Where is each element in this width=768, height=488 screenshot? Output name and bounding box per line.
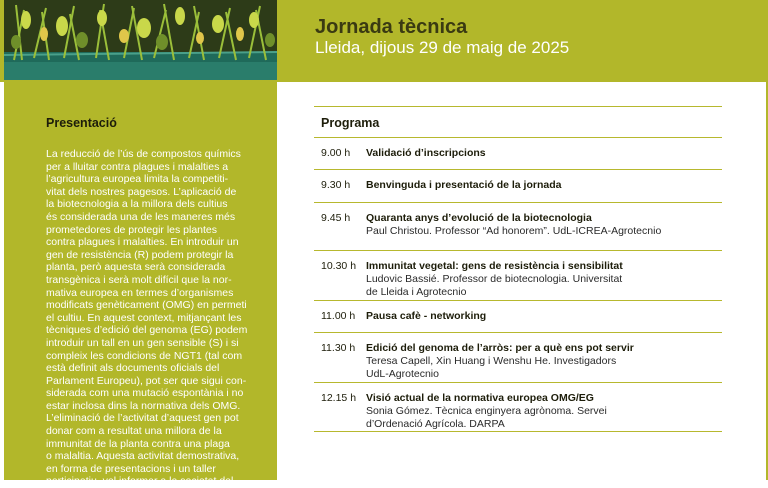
presentation-line: Parlament Europeu), pot ser que sigui con- xyxy=(46,374,247,387)
program-item xyxy=(314,138,722,170)
presentation-line: donar com a resultat una millora de la xyxy=(46,425,222,438)
presentation-line: participatiu, vol informar a la societat del xyxy=(46,475,234,488)
presentation-line: en forma de presentacions i un taller xyxy=(46,462,216,475)
program-item-title: Edició del genoma de l’arròs: per a què ens pot servir xyxy=(366,342,634,354)
presentation-line: la biotecnologia a la millora dels cultius xyxy=(46,198,228,211)
presentation-line: compleix les condicions de NGT1 (tal com xyxy=(46,349,243,362)
title-box xyxy=(279,0,768,82)
program-item xyxy=(314,251,722,301)
presentation-line: vitat dels nostres pagesos. L’aplicació de xyxy=(46,185,237,198)
presentation-line: tècniques d’edició del genoma (EG) podem xyxy=(46,324,248,337)
program-heading: Programa xyxy=(314,106,722,138)
presentation-line: el cultiu. En aquest context, mitjançant les xyxy=(46,311,242,324)
program-item-time: 11.00 h xyxy=(321,310,356,322)
program-item xyxy=(314,383,722,432)
program-item-time: 10.30 h xyxy=(321,260,357,272)
program-item-speakers xyxy=(366,405,607,430)
presentation-line: La reducció de l’ús de compostos químics xyxy=(46,148,241,160)
program-panel xyxy=(279,82,768,480)
program-item-time: 9.00 h xyxy=(321,147,351,159)
program-item xyxy=(314,203,722,251)
presentation-line: introduir un tall en un gen sensible (S) i si xyxy=(46,336,239,349)
program-item-title: Visió actual de la normativa europea OMG/EG xyxy=(366,392,594,404)
program-item xyxy=(314,333,722,383)
presentation-line: gen de resistència (R) podem protegir la xyxy=(46,248,234,261)
presentation-line: modificats genèticament (OMG) en permeti xyxy=(46,299,247,312)
presentation-line: estar inclosa dins la normativa dels OMG. xyxy=(46,399,241,412)
program-item-speakers-line: de Lleida i Agrotecnio xyxy=(366,285,467,298)
program-item-speakers-line: UdL-Agrotecnio xyxy=(366,367,439,380)
program-item xyxy=(314,170,722,203)
presentation-text xyxy=(46,148,254,488)
program-item xyxy=(314,301,722,333)
event-date-location: Lleida, dijous 29 de maig de 2025 xyxy=(315,38,570,57)
program-item-speakers xyxy=(366,355,616,380)
program-item-speakers xyxy=(366,273,622,298)
presentation-line: o malaltia. Aquesta activitat demostrativa, xyxy=(46,450,240,463)
program-item-time: 9.45 h xyxy=(321,212,351,224)
presentation-line: contra plagues i malalties. En introduir un xyxy=(46,236,239,249)
program-item-speakers-line: Paul Christou. Professor “Ad honorem”. UdL-ICREA-Agrotecnio xyxy=(366,225,662,237)
header-plant-photo xyxy=(4,0,277,80)
program-item-speakers-line: Sonia Gómez. Tècnica enginyera agrònoma. Servei xyxy=(366,405,607,417)
presentation-line: és considerada una de les maneres més xyxy=(46,210,236,223)
presentation-heading: Presentació xyxy=(46,116,117,130)
presentation-panel xyxy=(4,82,277,488)
program-item-title: Benvinguda i presentació de la jornada xyxy=(366,179,562,191)
presentation-line: planta, però aquesta serà considerada xyxy=(46,261,226,274)
program-item-time: 9.30 h xyxy=(321,179,351,191)
presentation-line: immunitat de la planta contra una plaga xyxy=(46,437,230,450)
presentation-line: l’agricultura europea limita la competiti- xyxy=(46,173,229,186)
program-item-speakers-line: Ludovic Bassié. Professor de biotecnologia. Universitat xyxy=(366,273,623,285)
event-title: Jornada tècnica xyxy=(315,16,468,38)
presentation-line: mativa europea en termes d’organismes xyxy=(46,286,234,299)
program-item-title: Pausa cafè - networking xyxy=(366,310,487,322)
program-item-time: 11.30 h xyxy=(321,342,356,354)
program-item-title: Quaranta anys d’evolució de la biotecnologia xyxy=(366,212,592,224)
presentation-line: transgènica i serà molt difícil que la nor- xyxy=(46,273,232,286)
presentation-line: L’eliminació de l’activitat d’aquest gen pot xyxy=(46,412,239,425)
program-item-title: Immunitat vegetal: gens de resistència i sensibilitat xyxy=(366,260,623,272)
presentation-line: està definit als documents oficials del xyxy=(46,362,220,375)
program-item-speakers-line: Teresa Capell, Xin Huang i Wenshu He. Investigadors xyxy=(366,355,617,367)
presentation-line: per a lluitar contra plagues i malalties a xyxy=(46,160,229,173)
presentation-line: prometedores de protegir les plantes xyxy=(46,223,218,236)
program-item-speakers xyxy=(366,225,661,238)
presentation-line: siderada com una mutació espontània i no xyxy=(46,387,244,400)
program-item-speakers-line: d’Ordenació Agrícola. DARPA xyxy=(366,417,505,430)
program-item-time: 12.15 h xyxy=(321,392,357,404)
program-item-title: Validació d’inscripcions xyxy=(366,147,486,159)
program-table xyxy=(314,106,722,432)
